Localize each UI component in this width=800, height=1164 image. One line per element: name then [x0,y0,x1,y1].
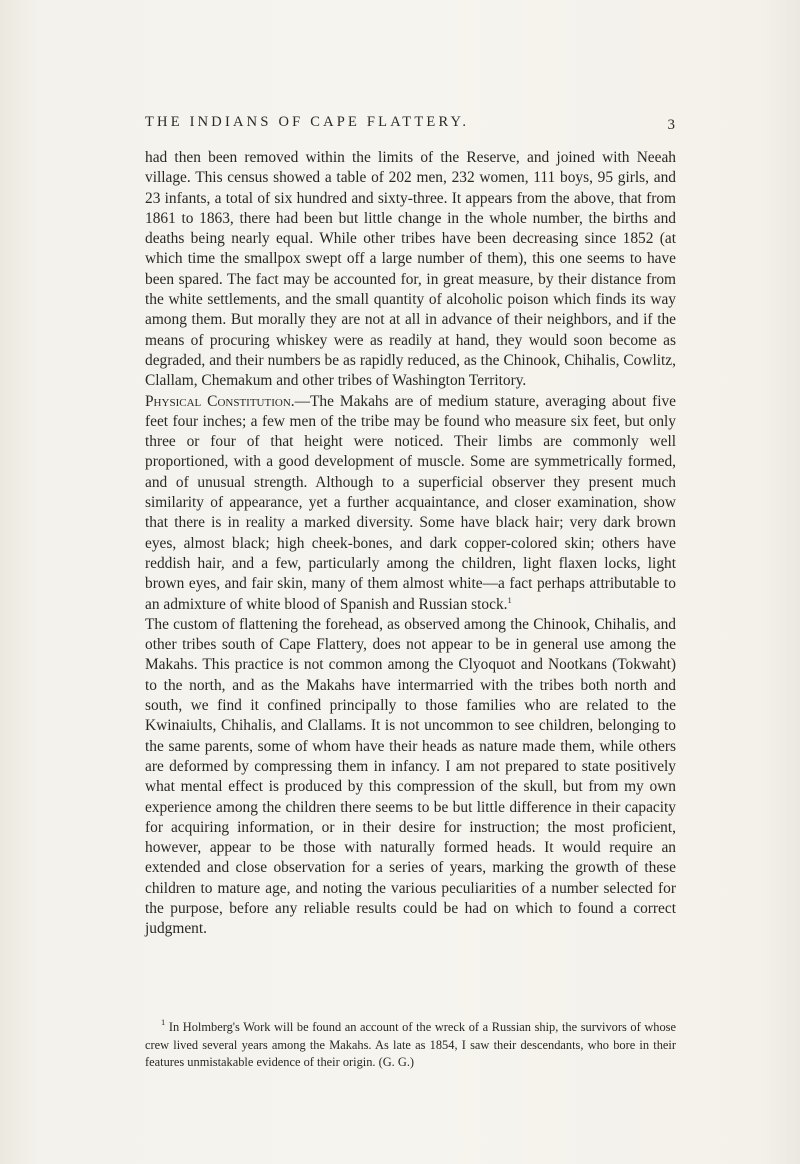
footnote-marker: 1 [161,1017,166,1027]
footnote-text: In Holmberg's Work will be found an account of the wreck of a Russian ship, the survivors of whose crew lived several years among the Makahs. As late as 1854, I saw their descendants, who bore in their features unmistakable evidence of their origin. (G. G.) [145,1020,676,1069]
page-number: 3 [667,117,675,133]
main-text [145,148,676,940]
running-header [145,114,675,136]
footnote-reference: 1 [507,594,512,605]
paragraph-census-text: had then been removed within the limits of the Reserve, and joined with Neeah village. This census showed a table of 202 men, 232 women, 111 boys, 95 girls, and 23 infants, a total of six hundred and sixty-three. It appears from the above, that from 1861 to 1863, there had been but little change in the whole number, the births and deaths being nearly equal. While other tribes have been decreasing since 1852 (at which time the smallpox swept off a large number of them), this one seems to have been spared. The fact may be accounted for, in great measure, by their distance from the white settlements, and the small quantity of alcoholic poison which finds its way among them. But morally they are not at all in advance of their neighbors, and if the means of procuring whiskey were as readily at hand, they would soon become as degraded, and their numbers be as rapidly reduced, as the Chinook, Chihalis, Cowlitz, Clallam, Chemakum and other tribes of Washington Territory. [145,149,676,390]
section-heading-physical-constitution: Physical Constitution. [145,392,295,410]
running-title: THE INDIANS OF CAPE FLATTERY. [145,114,470,130]
paragraph-census [145,148,676,392]
paragraph-head-flattening-text: The custom of flattening the forehead, as observed among the Chinook, Chihalis, and other tribes south of Cape Flattery, does not appear to be in general use among the Makahs. This practice is not common among the Clyoquot and Nootkans (Tokwaht) to the north, and as the Makahs have intermarried with the tribes both north and south, we find it confined principally to those families who are related to the Kwinaiults, Chihalis, and Clallams. It is not uncommon to see children, belonging to the same parents, some of whom have their heads as nature made them, while others are deformed by compressing them in infancy. I am not prepared to state positively what mental effect is produced by this compression of the skull, but from my own experience among the children there seems to be but little difference in their capacity for acquiring information, or in their desire for instruction; the most proficient, however, appear to be those with naturally formed heads. It would require an extended and close observation for a series of years, marking the growth of these children to mature age, and noting the various peculiarities of a number selected for the purpose, before any reliable results could be had on which to found a correct judgment. [145,615,676,938]
paragraph-physical-constitution [145,392,676,615]
paragraph-head-flattening [145,615,676,940]
paragraph-physical-text: —The Makahs are of medium stature, averaging about five feet four inches; a few men of the tribe may be found who measure six feet, but only three or four of that height were noticed. Their limbs are commonly well proportioned, with a good development of muscle. Some are symmetrically formed, and of unusual strength. Although to a superficial observer they present much similarity of appearance, yet a further acquaintance, and closer examination, show that there is in reality a marked diversity. Some have black hair; very dark brown eyes, almost black; high cheek-bones, and dark copper-colored skin; others have reddish hair, and a few, particularly among the children, light flaxen locks, light brown eyes, and fair skin, many of them almost white—a fact perhaps attributable to an admixture of white blood of Spanish and Russian stock. [145,392,677,613]
footnote [145,1019,676,1072]
